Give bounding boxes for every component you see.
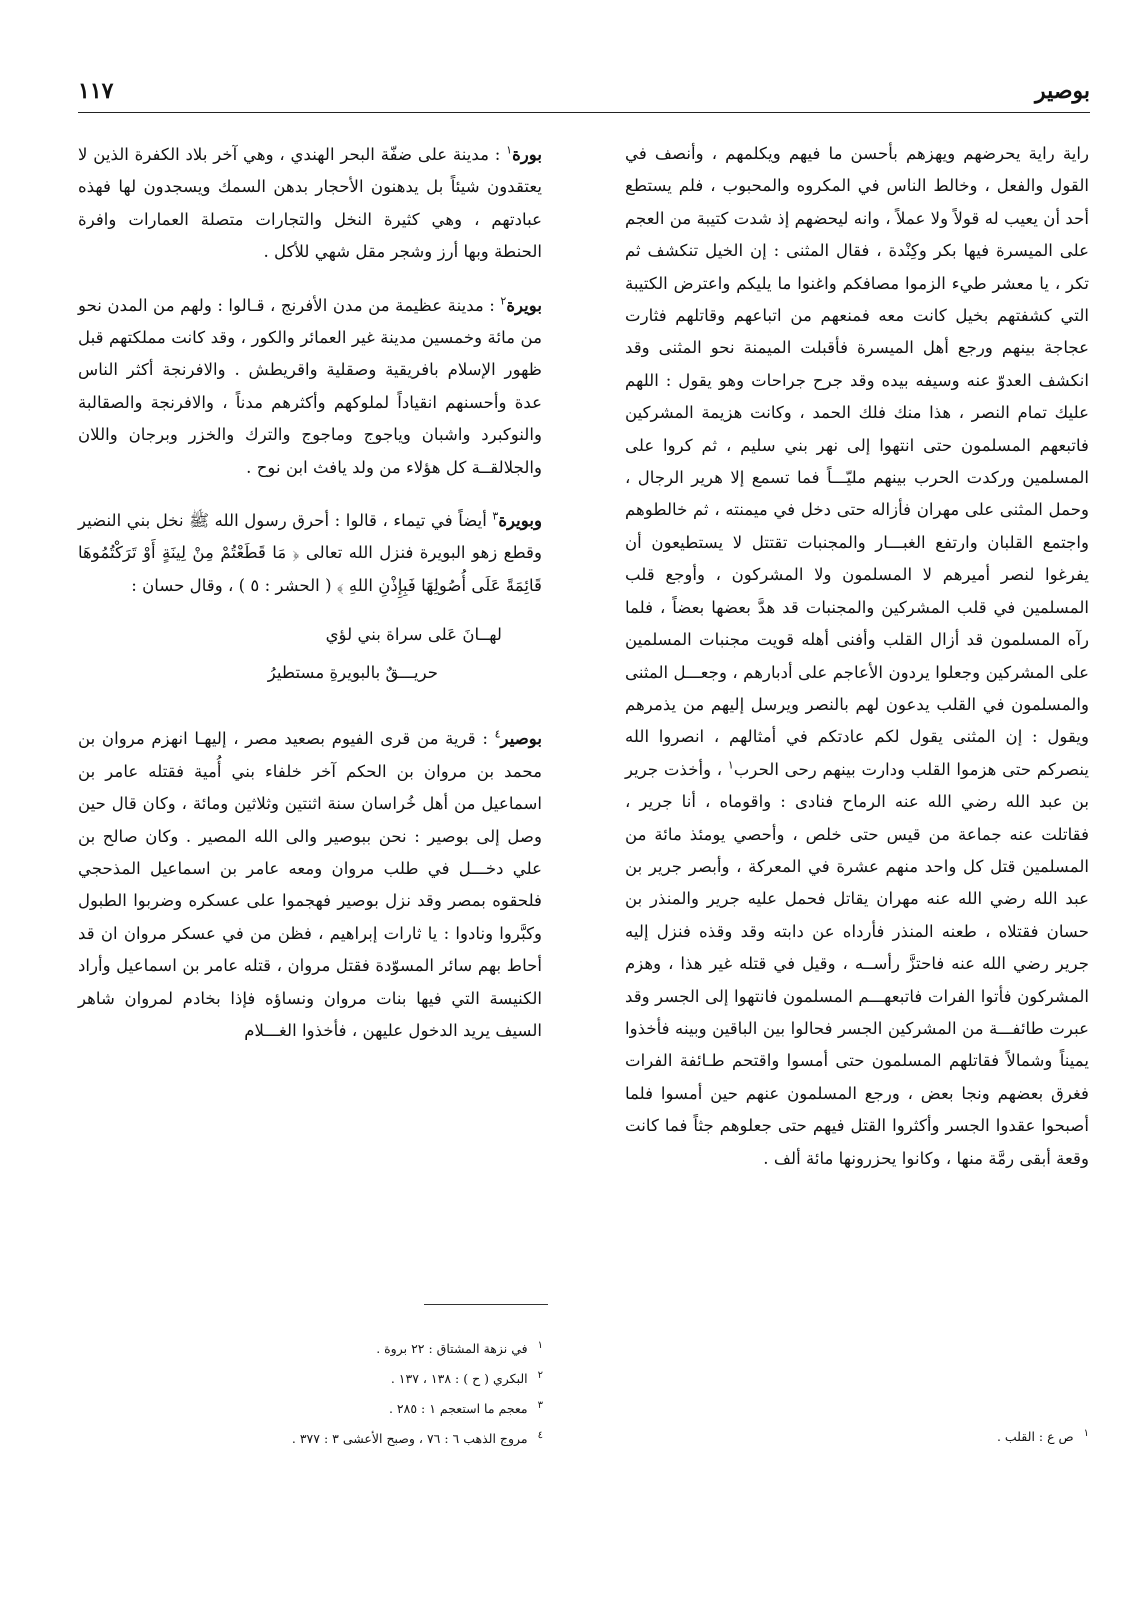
footnote-mark: ٤ [494, 727, 501, 741]
footnote-mark: ٢ [500, 294, 507, 308]
footnote-mark: ١ [727, 758, 734, 772]
footnote-number: ٤ [537, 1430, 543, 1442]
entry-text: : مدينة على ضفّة البحر الهندي ، وهي آخر بلاد الكفرة الذين لا يعتقدون شيئاً بل يدهنون الأحجار بدهن السمك ويسجدون لها فهذه عبادتهم ، وهي كثيرة النخل والتجارات متصلة العمارات وافرة الحنطة وبها أرز وشجر مقل شهي للأكل . [78, 145, 542, 262]
footnote-number: ١ [537, 1340, 543, 1351]
header-rule [78, 112, 1090, 113]
verse-hemistich-2: حريـــقٌ بالبويرةِ مستطيرُ [267, 663, 438, 683]
headword: وبويرة [498, 510, 542, 531]
footnote-text: معجم ما استعجم ١ : ٢٨٥ . [388, 1401, 528, 1417]
footnote-mark: ٣ [492, 509, 499, 523]
running-title: بوصير [1035, 78, 1090, 104]
entry-bura [78, 138, 542, 269]
footnote-mark: ١ [506, 143, 513, 157]
footnote-number: ٣ [537, 1400, 543, 1412]
paragraph-text: راية راية يحرضهم ويهزهم بأحسن ما فيهم ويكلمهم ، وأنصف في القول والفعل ، وخالط الناس في المكروه والمحبوب ، فلم يستطع أحد أن يعيب له قولاً ولا عملاً ، وانه ليحضهم إذ شدت كتيبة من العجم على الميسرة فيها بكر وكِنْدة ، فقال المثنى : إن الخيل تنكشف ثم تكر ، يا معشر طيء الزموا مصافكم واغنوا ما يليكم واعترض الكتيبة التي كشفتهم بخيل كانت معه فمنعهم من اتباعهم وقاتلهم فثارت عجاجة بينهم ورجع أهل الميسرة فأقبلت الميمنة نحو المثنى وقد انكشف العدوّ عنه وسيفه بيده وقد جرح جراحات وهو يقول : اللهم عليك تمام النصر ، هذا منك فلك الحمد ، وكانت هزيمة المشركين فاتبعهم المسلمون حتى انتهوا إلى نهر بني سليم ، ثم كروا على المسلمين وركدت الحرب بينهم مليّـــاً فما تسمع إلا هرير الرجال ، وحمل المثنى على مهران فأزاله حتى دخل في ميمنته ، ثم خالطوهم واجتمع القلبان وارتفع الغبـــار والمجنبات تقتتل لا يستطيعون أن يفرغوا لنصر أميرهم لا المسلمون ولا المشركون ، وأوجع قلب المسلمين في قلب المشركين والمجنبات قد هدَّ بعضها بعضاً ، فلما رآه المسلمون قد أزال القلب وأفنى أهله قويت مجنبات المسلمين على المشركين وجعلوا يردون الأعاجم على أدبارهم ، وجعـــل المثنى والمسلمون في القلب يدعون لهم بالنصر ويرسل إليهم من يذمرهم ويقول : إن المثنى يقول لكم عادتكم في أمثالهم ، انصروا الله ينصركم حتى هزموا القلب ودارت بينهم رحى الحرب [625, 144, 1089, 779]
footnote-number: ١ [1083, 1428, 1089, 1439]
verse-hemistich-1: لهــانَ عَلى سراة بني لؤي [325, 625, 502, 645]
right-column [625, 138, 1089, 1175]
footnote [789, 1420, 1089, 1450]
entry-busir [78, 722, 542, 1047]
footnote-rule [424, 1304, 548, 1305]
headword: بوصير [500, 728, 542, 749]
entry-wa-buwayra [78, 504, 542, 602]
footnote-text: في نزهة المشتاق : ٢٢ بروة . [376, 1341, 528, 1357]
footnote [213, 1422, 543, 1452]
poem-verse [78, 616, 502, 692]
footnote [213, 1332, 543, 1362]
running-header [78, 78, 1090, 112]
footnote-text: ص ع : القلب . [996, 1429, 1074, 1445]
footnotes-right [789, 1420, 1089, 1450]
left-column [78, 138, 542, 1067]
entry-text: : قرية من قرى الفيوم بصعيد مصر ، إليهـا انهزم مروان بن محمد بن مروان بن الحكم آخر خلفاء بني أُمية فقتله عامر بن اسماعيل من أهل خُراسان سنة اثنتين وثلاثين ومائة ، وكان قال حين وصل إلى بوصير : نحن ببوصير والى الله المصير . وكان صالح بن علي دخـــل في طلب مروان ومعه عامر بن اسماعيل المذحجي فلحقوه بمصر وقد نزل بوصير فهجموا على عسكره وضربوا الطبول وكبَّروا ونادوا : يا ثارات إبراهيم ، فظن من في عسكر مروان ان قد أحاط بهم سائر المسوّدة فقتل مروان ، قتله عامر بن اسماعيل وأراد الكنيسة التي فيها بنات مروان ونساؤه فإذا بخادم لمروان شاهر السيف يريد الدخول عليهن ، فأخذوا الغـــلام [78, 729, 542, 1040]
entry-text: أيضاً في تيماء ، قالوا : أحرق رسول الله ﷺ نخل بني النضير وقطع زهو البويرة فنزل الله تعالى ﴿ مَا قَطَعْتُمْ مِنْ لِينَةٍ أَوْ تَرَكْتُمُوهَا قَائِمَةً عَلَى أُصُولِهَا فَبِإِذْنِ اللهِ ﴾ ( الحشر : ٥ ) ، وقال حسان : [78, 511, 542, 595]
paragraph [625, 138, 1089, 1175]
footnote-text: مروج الذهب ٦ : ٧٦ ، وصبح الأعشى ٣ : ٣٧٧ . [291, 1431, 528, 1447]
footnote [213, 1362, 543, 1392]
headword: بويرة [506, 294, 542, 315]
footnotes-left [213, 1332, 543, 1453]
footnote-text: البكري ( ح ) : ١٣٨ ، ١٣٧ . [390, 1371, 528, 1387]
entry-text: : مدينة عظيمة من مدن الأفرنج ، قـالوا : ولهم من المدن نحو من مائة وخمسين مدينة غير العمائر والكور ، وقد كانت مملكتهم قبل ظهور الإسلام بافريقية وصقلية واقريطش . والافرنجة أكثر الناس عدة وأحسنهم انقياداً لملوكهم وأكثرهم مدناً ، والافرنجة والصقالبة والنوكبرد واشبان وياجوج وماجوج والترك والخزر وبرجان واللان والجلالقــة كل هؤلاء من ولد يافث ابن نوح . [78, 295, 542, 477]
page-number: ١١٧ [78, 78, 114, 104]
entry-buwayra [78, 289, 542, 484]
footnote [213, 1392, 543, 1422]
footnote-number: ٢ [537, 1370, 543, 1382]
headword: بورة [512, 144, 542, 164]
paragraph-text: ، وأخذت جرير بن عبد الله رضي الله عنه الرماح فنادى : واقوماه ، أنا جرير ، فقاتلت عنه جماعة من قيس حتى خلص ، وأحصي يومئذ مائة من المسلمين قتل كل واحد منهم عشرة في المعركة ، وأبصر جرير بن عبد الله رضي الله عنه مهران يقاتل فحمل عليه جرير والمنذر بن حسان فقتلاه ، طعنه المنذر فأرداه عن دابته وقد وقذه فنزل إليه جرير رضي الله عنه فاحتزَّ رأســه ، وقيل في قتله غير هذا ، وهزم المشركون فأتوا الفرات فاتبعهـــم المسلمون فانتهوا إلى الجسر وقد عبرت طائفـــة من المشركين الجسر فحالوا بين الباقين وبينه فأخذوا يميناً وشمالاً فقاتلهم المسلمون حتى أمسوا واقتحم طـائفة الفرات فغرق بعضهم ونجا بعض ، ورجع المسلمون عنهم حين أمسوا فلما أصبحوا عقدوا الجسر وأكثروا القتل فيهم حتى جعلوهم جثاً فما كانت وقعة أبقى رمَّة منها ، وكانوا يحزرونها مائة ألف . [625, 759, 1089, 1168]
